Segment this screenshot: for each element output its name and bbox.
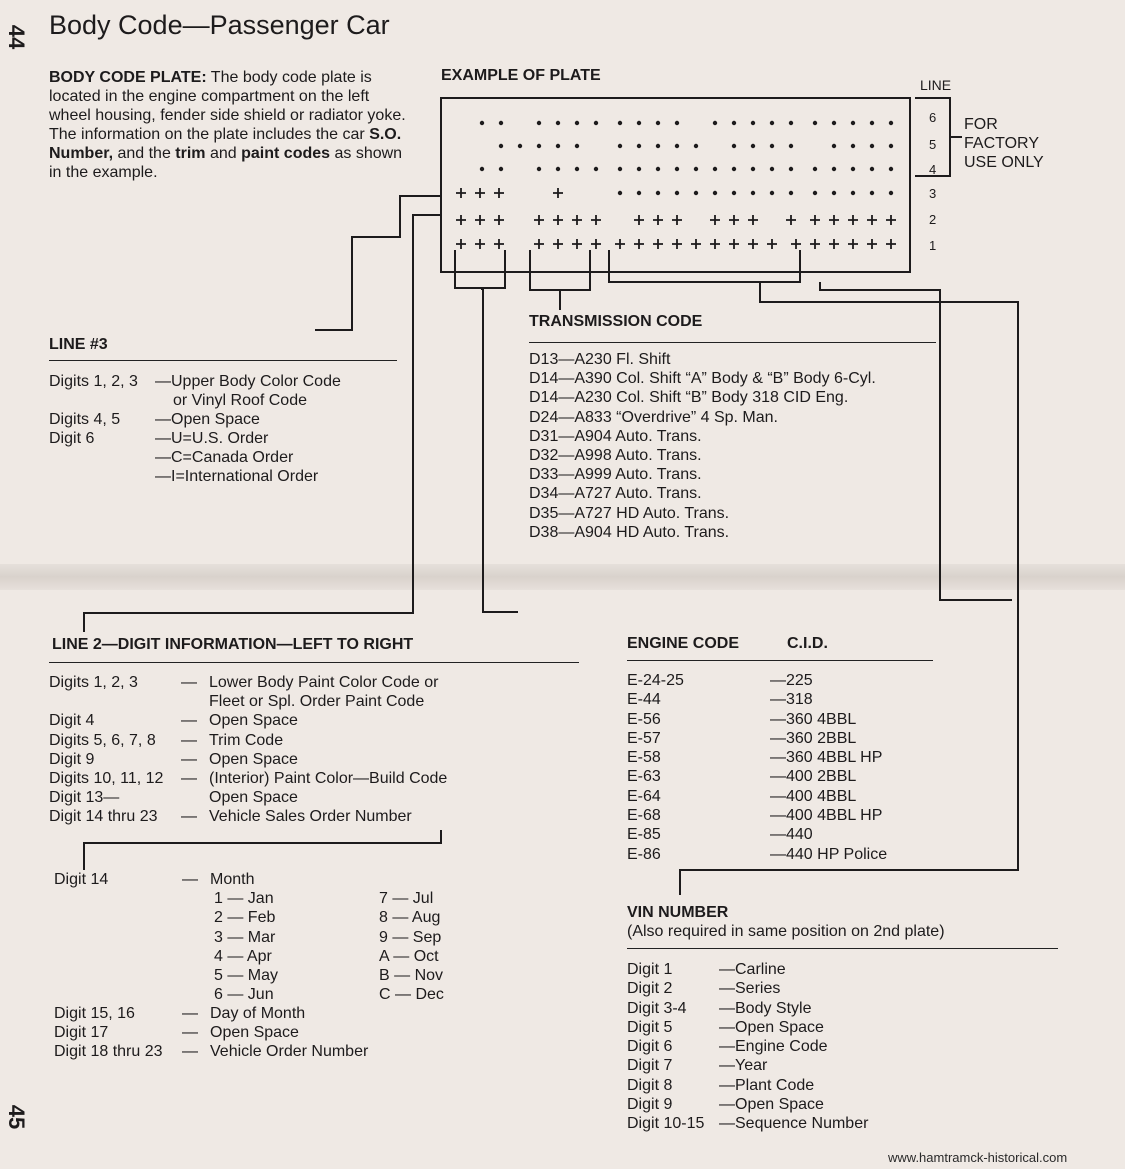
vin-row	[627, 1095, 868, 1114]
engine-code: E-56	[627, 710, 661, 728]
engine-code: E-24-25	[627, 672, 684, 689]
line3-row	[49, 429, 341, 448]
tail-digits: Digit 18 thru 23	[54, 1043, 163, 1061]
engine-cid: —318	[770, 691, 813, 709]
engine-row	[627, 671, 887, 690]
engine-cid: —360 4BBL HP	[770, 749, 883, 767]
vin-row	[627, 960, 868, 979]
transmission-row: D31—A904 Auto. Trans.	[529, 427, 702, 445]
month-item: 6 — Jun	[214, 986, 274, 1004]
line2-dash: —	[181, 712, 197, 730]
line2-desc: Trim Code	[209, 731, 284, 749]
line2-digits: Digit 4	[49, 712, 95, 730]
month-code: A	[379, 947, 389, 965]
line2-dash: —	[181, 770, 197, 788]
engine-code: E-57	[627, 729, 661, 747]
engine-row	[627, 710, 887, 729]
plate-row-4	[480, 167, 893, 171]
vin-digit: Digit 8	[627, 1076, 673, 1094]
month-name: Feb	[247, 909, 276, 927]
month-name: Jun	[247, 986, 274, 1004]
line2-tail-row	[54, 1004, 368, 1023]
month-code: C	[379, 986, 391, 1004]
line3-desc: or Vinyl Roof Code	[173, 392, 307, 409]
line2-digits: Digits 5, 6, 7, 8	[49, 731, 156, 749]
transmission-row: D13—A230 Fl. Shift	[529, 351, 671, 368]
transmission-row: D32—A998 Auto. Trans.	[529, 447, 702, 465]
plate-line-number: 5	[929, 137, 937, 152]
engine-row	[627, 729, 887, 748]
line3-digits: Digits 4, 5	[49, 411, 121, 428]
transmission-heading: TRANSMISSION CODE	[529, 313, 703, 330]
line2-tail-row	[54, 1042, 368, 1061]
month-list-right	[379, 889, 444, 1005]
engine-cid: —440 HP Police	[770, 845, 888, 863]
line2-row	[49, 807, 447, 826]
month-item: C — Dec	[379, 986, 444, 1004]
engine-row	[627, 748, 887, 767]
line3-row	[49, 410, 341, 429]
vin-heading: VIN NUMBER	[627, 904, 729, 921]
vin-digit: Digit 9	[627, 1096, 673, 1114]
month-item: B — Nov	[379, 967, 444, 985]
engine-cid: —440	[770, 826, 813, 844]
tail-digits: Digit 15, 16	[54, 1005, 135, 1022]
month-name: May	[247, 967, 279, 985]
engine-code: E-58	[627, 749, 661, 767]
month-item: 2 — Feb	[214, 909, 276, 927]
line3-digits: Digit 6	[49, 430, 95, 447]
transmission-row: D34—A727 Auto. Trans.	[529, 485, 702, 503]
transmission-row: D14—A390 Col. Shift “A” Body & “B” Body 6-Cyl.	[529, 370, 876, 388]
line3-digits	[49, 467, 155, 486]
line2-desc: Open Space	[209, 789, 298, 807]
engine-code: E-68	[627, 807, 661, 825]
line2-desc: Fleet or Spl. Order Paint Code	[209, 693, 425, 711]
plate-line-number: 4	[929, 162, 937, 177]
line2-dash: —	[181, 750, 197, 768]
line3-digits: Digits 1, 2, 3	[49, 373, 138, 390]
vin-desc: —Engine Code	[719, 1038, 828, 1056]
engine-rule	[627, 660, 933, 661]
plate-line-number: 6	[929, 110, 937, 125]
transmission-row: D24—A833 “Overdrive” 4 Sp. Man.	[529, 408, 778, 426]
month-item: 7 — Jul	[379, 890, 434, 907]
engine-row	[627, 806, 887, 825]
vin-subheading: (Also required in same position on 2nd plate)	[627, 923, 945, 940]
vin-digit: Digit 7	[627, 1057, 673, 1075]
month-item: 9 — Sep	[379, 928, 442, 946]
month-code: 3	[214, 928, 223, 946]
transmission-row: D33—A999 Auto. Trans.	[529, 466, 702, 484]
vin-digit: Digit 3-4	[627, 999, 687, 1017]
month-item: 1 — Jan	[214, 890, 274, 907]
transmission-row: D35—A727 HD Auto. Trans.	[529, 504, 730, 522]
month-list-left	[214, 889, 278, 1005]
tail-desc: Day of Month	[210, 1005, 306, 1022]
vin-row	[627, 979, 868, 998]
plate-row-5	[499, 144, 893, 148]
tail-dash: —	[182, 1005, 198, 1022]
intro-text-4: as shown in the example.	[49, 145, 403, 181]
line3-desc: —C=Canada Order	[155, 449, 294, 466]
watermark: www.hamtramck-historical.com	[888, 1150, 1068, 1165]
month-code: 8	[379, 909, 388, 927]
vin-digit: Digit 5	[627, 1018, 673, 1036]
vin-digit: Digit 2	[627, 980, 673, 998]
vin-row	[627, 1076, 868, 1095]
month-header-row	[54, 870, 254, 889]
intro-label: BODY CODE PLATE:	[49, 69, 207, 86]
factory-note-line: USE ONLY	[964, 154, 1044, 171]
month-code: 7	[379, 890, 388, 907]
month-name: Jul	[412, 890, 434, 907]
line2-desc: Vehicle Sales Order Number	[209, 808, 412, 826]
month-name: Oct	[413, 947, 439, 965]
plate-plus-marks	[456, 188, 896, 249]
line3-table	[49, 372, 341, 486]
month-name: Nov	[414, 967, 444, 985]
engine-table	[627, 671, 887, 864]
month-code: B	[379, 967, 390, 985]
line3-row	[49, 448, 341, 467]
intro-text-1: The body code plate is located in the engine compartment on the left wheel housing, fender side shield or radiator yoke. The information on the plate includes the car	[49, 69, 406, 143]
month-table	[54, 870, 254, 889]
line2-dash: —	[181, 808, 197, 826]
engine-cid: —360 2BBL	[770, 729, 857, 747]
tail-desc: Open Space	[210, 1024, 299, 1042]
vin-row	[627, 1018, 868, 1037]
line3-heading: LINE #3	[49, 336, 108, 353]
month-item: 3 — Mar	[214, 928, 276, 946]
engine-cid: —400 4BBL HP	[770, 807, 883, 825]
line3-desc: —U=U.S. Order	[155, 430, 269, 447]
line3-row	[49, 372, 341, 391]
line2-dash	[181, 692, 209, 711]
vin-desc: —Year	[719, 1057, 768, 1075]
vin-desc: —Open Space	[719, 1096, 824, 1114]
vin-digit: Digit 1	[627, 961, 673, 978]
line2-digits: Digits 10, 11, 12	[49, 770, 164, 788]
line3-rule	[49, 360, 397, 361]
line2-row	[49, 769, 447, 788]
line2-tail-row	[54, 1023, 368, 1042]
month-code: 4	[214, 947, 223, 965]
vin-digit: Digit 10-15	[627, 1115, 705, 1133]
engine-cid: —225	[770, 672, 813, 689]
month-digit: Digit 14	[54, 871, 109, 888]
engine-cid: —400 4BBL	[770, 787, 857, 805]
line3-desc: —Upper Body Color Code	[155, 373, 341, 390]
line2-desc: Lower Body Paint Color Code or	[209, 674, 439, 691]
plate-line-number: 1	[929, 238, 937, 253]
vin-rule	[627, 948, 1058, 949]
engine-row	[627, 767, 887, 786]
line2-digits	[49, 692, 181, 711]
line2-row	[49, 673, 447, 692]
month-item: 5 — May	[214, 967, 279, 985]
line3-row	[49, 467, 341, 486]
engine-code: E-85	[627, 826, 661, 844]
month-name: Jan	[247, 890, 274, 907]
vin-table	[627, 960, 868, 1134]
plate-row-6	[480, 121, 893, 125]
vin-row	[627, 1114, 868, 1133]
plate-marks	[480, 121, 893, 195]
vin-desc: —Series	[719, 980, 781, 998]
month-name: Aug	[411, 909, 441, 927]
tail-dash: —	[182, 1043, 198, 1061]
line2-rule	[49, 662, 579, 663]
month-name: Apr	[246, 947, 272, 965]
vin-desc: —Carline	[719, 961, 786, 978]
transmission-row: D38—A904 HD Auto. Trans.	[529, 523, 730, 541]
engine-row	[627, 825, 887, 844]
line2-dash: —	[181, 674, 197, 691]
line2-desc: Open Space	[209, 750, 298, 768]
transmission-row: D14—A230 Col. Shift “B” Body 318 CID Eng.	[529, 389, 849, 407]
intro-text-3: and	[205, 145, 242, 162]
tail-desc: Vehicle Order Number	[210, 1043, 369, 1061]
vin-desc: —Body Style	[719, 999, 812, 1017]
engine-code: E-86	[627, 845, 661, 863]
line3-desc: —I=International Order	[155, 468, 319, 485]
line2-row	[49, 731, 447, 750]
vin-row	[627, 1056, 868, 1075]
line2-digits: Digit 14 thru 23	[49, 808, 158, 826]
month-code: 5	[214, 967, 223, 985]
tail-digits: Digit 17	[54, 1024, 109, 1042]
line3-digits	[49, 391, 173, 410]
vin-row	[627, 1037, 868, 1056]
engine-heading-code: ENGINE CODE	[627, 635, 740, 652]
engine-code: E-63	[627, 768, 661, 786]
line2-row	[49, 750, 447, 769]
plate-line-number: 2	[929, 212, 937, 227]
vin-digit: Digit 6	[627, 1038, 673, 1056]
line3-desc: —Open Space	[155, 411, 260, 428]
transmission-list	[529, 350, 876, 542]
plate-row-3	[618, 191, 893, 195]
engine-code: E-44	[627, 691, 661, 709]
month-code: 2	[214, 909, 223, 927]
engine-heading-cid: C.I.D.	[787, 635, 828, 652]
month-name: Mar	[247, 928, 276, 946]
month-item: 4 — Apr	[214, 947, 272, 965]
engine-cid: —400 2BBL	[770, 768, 857, 786]
plate-line-label: LINE	[920, 77, 952, 93]
month-code: 9	[379, 928, 388, 946]
line2-tail-table	[54, 1004, 368, 1062]
line2-table	[49, 673, 447, 827]
vin-desc: —Sequence Number	[719, 1115, 869, 1133]
intro-paint-codes: paint codes	[241, 145, 331, 162]
intro-trim: trim	[175, 145, 206, 162]
transmission-rule	[529, 342, 936, 343]
page-number-right: 45	[4, 1104, 30, 1130]
engine-row	[627, 787, 887, 806]
plate-line-number: 3	[929, 186, 937, 201]
engine-cid: —360 4BBL	[770, 710, 857, 728]
line3-row	[49, 391, 341, 410]
vin-desc: —Plant Code	[719, 1076, 815, 1094]
vin-desc: —Open Space	[719, 1018, 824, 1036]
page-title: Body Code—Passenger Car	[49, 10, 390, 40]
line2-desc: (Interior) Paint Color—Build Code	[209, 770, 448, 788]
factory-note-line: FOR	[964, 116, 998, 133]
line2-dash: —	[181, 731, 197, 749]
month-code: 1	[214, 890, 223, 907]
factory-use-note	[964, 115, 1044, 172]
line2-dash	[181, 788, 209, 807]
month-item: A — Oct	[379, 947, 439, 965]
month-code: 6	[214, 986, 223, 1004]
line2-row	[49, 788, 447, 807]
intro-text-2: and the	[113, 145, 176, 162]
line2-digits: Digits 1, 2, 3	[49, 674, 138, 691]
line2-row	[49, 711, 447, 730]
line2-desc: Open Space	[209, 712, 298, 730]
factory-note-line: FACTORY	[964, 135, 1039, 152]
month-name: Dec	[415, 986, 444, 1004]
line3-digits	[49, 448, 155, 467]
page-number-left: 44	[4, 24, 30, 50]
month-item: 8 — Aug	[379, 909, 441, 927]
vin-row	[627, 999, 868, 1018]
line2-row	[49, 692, 447, 711]
engine-code: E-64	[627, 787, 661, 805]
engine-row	[627, 690, 887, 709]
engine-row	[627, 845, 887, 864]
plate-heading: EXAMPLE OF PLATE	[441, 67, 601, 84]
month-dash: —	[182, 871, 198, 888]
line2-heading: LINE 2—DIGIT INFORMATION—LEFT TO RIGHT	[52, 636, 414, 653]
month-word: Month	[210, 871, 255, 888]
month-name: Sep	[412, 928, 442, 946]
line2-digits: Digit 13—	[49, 789, 120, 807]
line2-digits: Digit 9	[49, 750, 95, 768]
intro-so-number: S.O. Number,	[49, 126, 402, 162]
tail-dash: —	[182, 1024, 198, 1042]
